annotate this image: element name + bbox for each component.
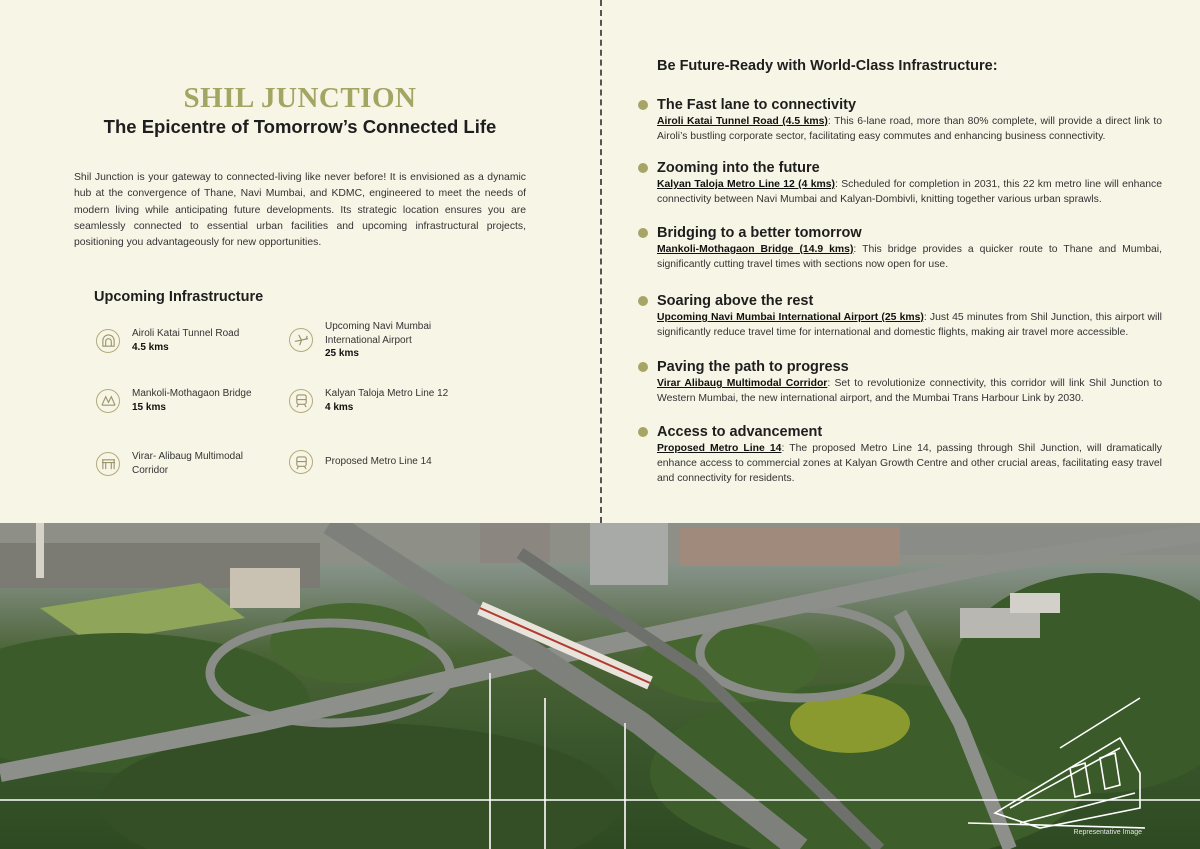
section-title: Bridging to a better tomorrow bbox=[657, 225, 862, 241]
bullet-icon bbox=[638, 163, 648, 173]
airplane-icon bbox=[289, 328, 313, 352]
bullet-icon bbox=[638, 362, 648, 372]
infra-name: Mankoli-Mothagaon Bridge bbox=[132, 388, 252, 399]
section-link[interactable]: Airoli Katai Tunnel Road (4.5 kms) bbox=[657, 116, 828, 127]
section-zooming bbox=[638, 159, 1162, 207]
section-text: : Set to revolutionize connectivity, this corridor will link Shil Junction to Western Mumbai, the new international airport, and the Mumbai Trans Harbour Link by 2030. bbox=[657, 378, 1163, 404]
section-title: The Fast lane to connectivity bbox=[657, 97, 857, 113]
section-body bbox=[657, 114, 1162, 144]
section-access bbox=[638, 423, 1162, 486]
infrastructure-heading: Be Future-Ready with World-Class Infrastructure: bbox=[657, 58, 998, 74]
section-text: : The proposed Metro Line 14, passing through Shil Junction, will dramatically enhance access to commercial zones at Kalyan Growth Centre and other crucial areas, facilitating easy travel and connectivity for residents. bbox=[657, 443, 1162, 484]
bullet-icon bbox=[638, 427, 648, 437]
metro-icon bbox=[289, 389, 313, 413]
section-fast-lane bbox=[638, 96, 1162, 144]
section-body bbox=[657, 310, 1162, 340]
section-title: Soaring above the rest bbox=[657, 293, 814, 309]
section-title: Paving the path to progress bbox=[657, 359, 849, 375]
section-link[interactable]: Upcoming Navi Mumbai International Airport (25 kms) bbox=[657, 312, 924, 323]
bullet-icon bbox=[638, 228, 648, 238]
corridor-icon bbox=[96, 452, 120, 476]
section-text: : Scheduled for completion in 2031, this 22 km metro line will enhance connectivity between Navi Mumbai and Kalyan-Dombivli, knitting together various urban sprawls. bbox=[657, 179, 1162, 205]
infra-name: Airoli Katai Tunnel Road bbox=[132, 328, 240, 339]
aerial-city-photo bbox=[0, 523, 1200, 849]
representative-image-note: Representative Image bbox=[1073, 829, 1142, 836]
section-link[interactable]: Virar Alibaug Multimodal Corridor bbox=[657, 378, 828, 389]
section-soaring bbox=[638, 292, 1162, 340]
section-text: : This bridge provides a quicker route to Thane and Mumbai, significantly cutting travel times with sections now open for use. bbox=[657, 244, 1162, 270]
page-subtitle: The Epicentre of Tomorrow’s Connected Life bbox=[103, 116, 497, 137]
infra-distance: 15 kms bbox=[132, 401, 166, 413]
section-text: : This 6-lane road, more than 80% complete, will provide a direct link to Airoli’s bustling corporate sector, facilitating easy commutes and enhancing business connectivity. bbox=[657, 116, 1162, 142]
section-link[interactable]: Kalyan Taloja Metro Line 12 (4 kms) bbox=[657, 179, 835, 190]
infra-distance: 4.5 kms bbox=[132, 341, 169, 353]
section-body bbox=[657, 441, 1162, 486]
page-title: SHIL JUNCTION bbox=[183, 82, 417, 114]
section-link[interactable]: Proposed Metro Line 14 bbox=[657, 443, 782, 454]
intro-paragraph: Shil Junction is your gateway to connected-living like never before! It is envisioned as a dynamic hub at the convergence of Thane, Navi Mumbai, and KDMC, engineered to meet the needs of modern living while anticipating future developments. Its strategic location ensures you are seamlessly connected to essential urban facilities and upcoming infrastructural projects, positioning you advantageously for new opportunities. bbox=[74, 172, 526, 249]
aerial-illustration bbox=[0, 523, 1200, 849]
infra-distance: 4 kms bbox=[325, 401, 354, 413]
center-divider bbox=[600, 0, 602, 523]
infra-item-metro-12 bbox=[289, 387, 448, 414]
infra-name: Kalyan Taloja Metro Line 12 bbox=[325, 388, 449, 399]
infra-item-bridge bbox=[96, 387, 252, 414]
infra-name: Proposed Metro Line 14 bbox=[325, 456, 432, 468]
section-paving bbox=[638, 358, 1162, 406]
section-body bbox=[657, 177, 1162, 207]
infra-distance: 25 kms bbox=[325, 348, 359, 359]
bridge-icon bbox=[96, 389, 120, 413]
section-title: Access to advancement bbox=[657, 424, 823, 440]
infra-item-corridor bbox=[96, 450, 257, 477]
infra-name: Virar- Alibaug Multimodal Corridor bbox=[132, 451, 243, 476]
infra-name: Upcoming Navi Mumbai International Airport bbox=[325, 321, 432, 346]
section-body bbox=[657, 376, 1162, 406]
section-link[interactable]: Mankoli-Mothagaon Bridge (14.9 kms) bbox=[657, 244, 854, 255]
tunnel-icon bbox=[96, 329, 120, 353]
infra-item-airport bbox=[289, 320, 450, 361]
section-text: : Just 45 minutes from Shil Junction, this airport will significantly reduce travel time for international and domestic flights, making air travel more accessible. bbox=[657, 312, 1162, 338]
bullet-icon bbox=[638, 296, 648, 306]
infra-item-metro-14 bbox=[289, 450, 432, 474]
metro-icon bbox=[289, 450, 313, 474]
upcoming-infrastructure-heading: Upcoming Infrastructure bbox=[94, 289, 264, 305]
infra-item-tunnel bbox=[96, 327, 239, 354]
section-body bbox=[657, 242, 1162, 272]
section-bridging bbox=[638, 224, 1162, 272]
bullet-icon bbox=[638, 100, 648, 110]
section-title: Zooming into the future bbox=[657, 160, 820, 176]
